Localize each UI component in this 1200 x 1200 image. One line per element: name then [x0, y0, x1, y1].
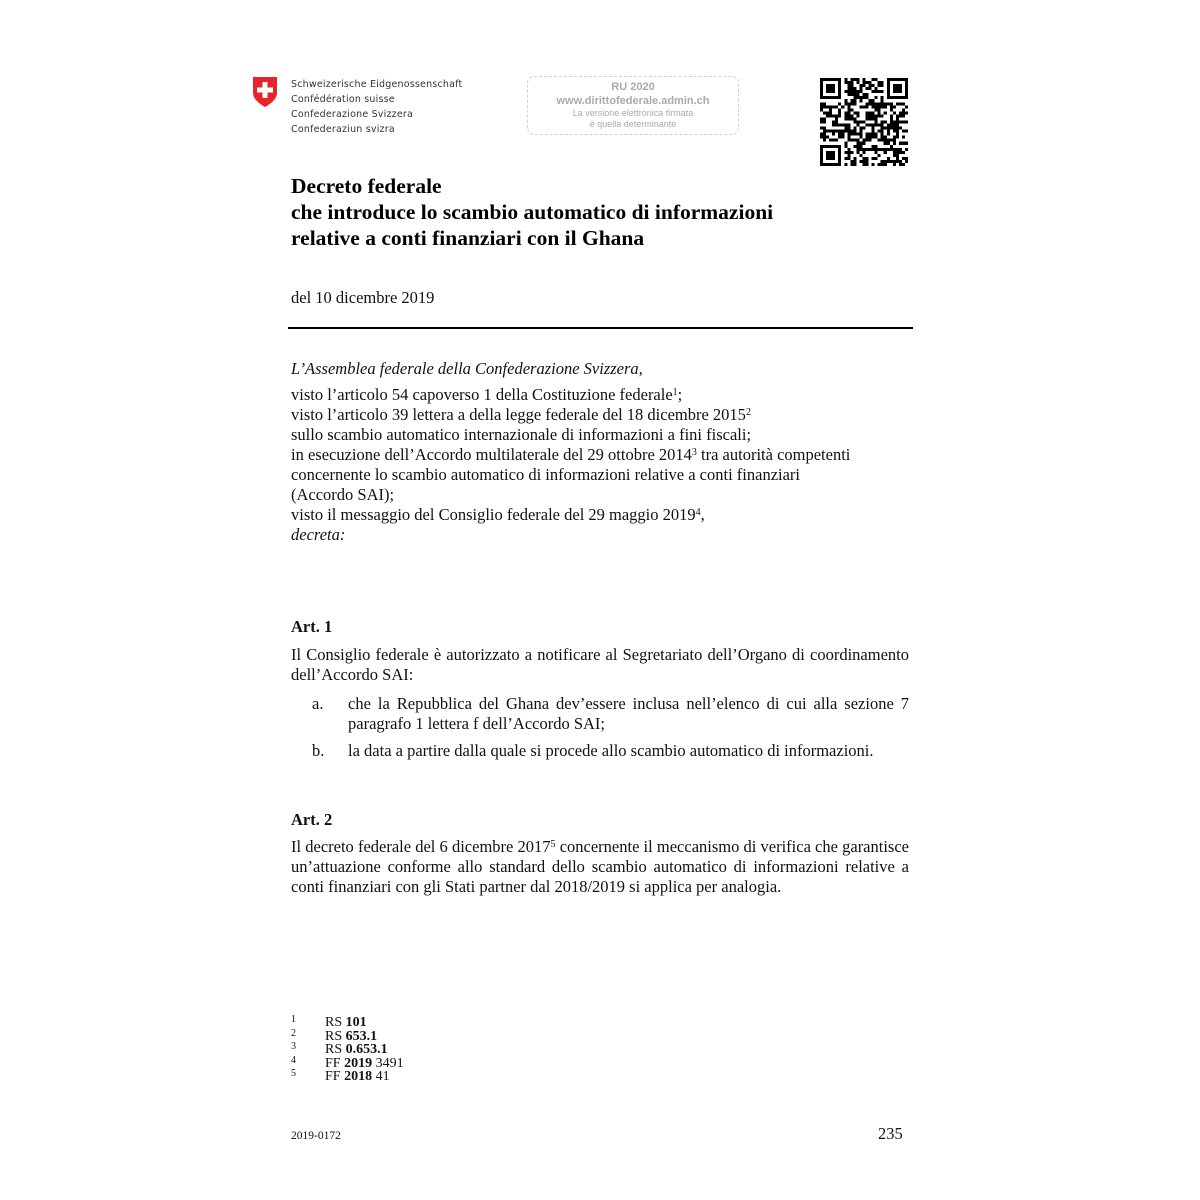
preamble-intro: L’Assemblea federale della Confederazione Svizzera, — [291, 359, 643, 378]
stamp-note-2: è quella determinante — [589, 119, 677, 129]
article-1-text: Il Consiglio federale è autorizzato a notificare al Segretariato dell’Organo di coordinamento dell’Accordo SAI: — [291, 645, 909, 684]
confed-line-de: Schweizerische Eidgenossenschaft — [291, 79, 463, 90]
title-line-2: che introduce lo scambio automatico di informazioni — [291, 200, 774, 224]
footnote-number: 4 — [291, 1054, 296, 1066]
stamp-url: www.dirittofederale.admin.ch — [556, 95, 710, 107]
official-publication-stamp — [527, 76, 739, 135]
footnote-ref-3[interactable]: 3 — [691, 447, 697, 458]
preamble-line-2: visto l’articolo 39 lettera a della legge federale del 18 dicembre 2015$^2$ — [291, 405, 751, 424]
footnote-ref-1[interactable]: 1 — [672, 387, 678, 398]
document-number: 2019-0172 — [291, 1130, 341, 1142]
stamp-ru: RU 2020 — [611, 81, 655, 93]
title-line-1: Decreto federale — [291, 174, 442, 198]
footnote-number: 2 — [291, 1027, 296, 1039]
document-date: del 10 dicembre 2019 — [291, 288, 435, 307]
preamble-closing: decreta: — [291, 525, 346, 544]
footnote-number: 5 — [291, 1068, 296, 1079]
list-item-label: a. — [312, 694, 324, 713]
article-1-heading: Art. 1 — [291, 617, 333, 636]
preamble-line-1: visto l’articolo 54 capoverso 1 della Costituzione federale$^1$; — [291, 385, 683, 404]
preamble — [291, 359, 916, 545]
list-item — [291, 741, 909, 781]
confed-line-rm: Confederaziun svizra — [291, 124, 395, 135]
article-2-heading: Art. 2 — [291, 810, 333, 829]
preamble-line-6: (Accordo SAI); — [291, 485, 395, 504]
footnote-number: 3 — [291, 1041, 296, 1052]
stamp-note-1: La versione elettronica firmata — [572, 108, 694, 118]
footnote-ref-5[interactable]: 5 — [550, 839, 556, 850]
title-line-3: relative a conti finanziari con il Ghana — [291, 226, 645, 250]
list-item — [291, 694, 909, 734]
swiss-cross-shield-icon — [252, 76, 278, 108]
footnote-ref-4[interactable]: 4 — [695, 507, 701, 518]
list-item-text: la data a partire dalla quale si procede allo scambio automatico di informazioni. — [348, 741, 874, 760]
footnote-number: 1 — [291, 1014, 296, 1025]
title-divider — [288, 327, 913, 329]
preamble-line-3: sullo scambio automatico internazionale di informazioni a fini fiscali; — [291, 425, 752, 444]
list-item-label: b. — [312, 741, 325, 760]
confed-line-it: Confederazione Svizzera — [291, 109, 414, 120]
preamble-line-4: in esecuzione dell’Accordo multilaterale del 29 ottobre 2014$^3$ tra autorità competenti — [291, 445, 851, 464]
page-number: 235 — [878, 1124, 903, 1143]
list-item-text: che la Repubblica del Ghana dev’essere inclusa nell’elenco di cui alla sezione 7 paragrafo 1 lettera f dell’Accordo SAI; — [348, 694, 909, 733]
preamble-line-5: concernente lo scambio automatico di informazioni relative a conti finanziari — [291, 465, 801, 484]
article-2-text: Il decreto federale del 6 dicembre 2017$^5$ concernente il meccanismo di verifica che garantisce un’attuazione conforme allo standard dello scambio automatico di informazioni relative a conti finanziari con gli Stati partner dal 2018/2019 si applica per analogia. — [291, 837, 909, 896]
confed-line-fr: Confédération suisse — [291, 94, 395, 105]
footnote-ref-2[interactable]: 2 — [745, 407, 751, 418]
confederation-names — [291, 77, 462, 137]
document-title — [291, 173, 773, 251]
qr-code-icon — [820, 78, 908, 166]
preamble-line-7: visto il messaggio del Consiglio federale del 29 maggio 2019$^4$, — [291, 505, 705, 524]
